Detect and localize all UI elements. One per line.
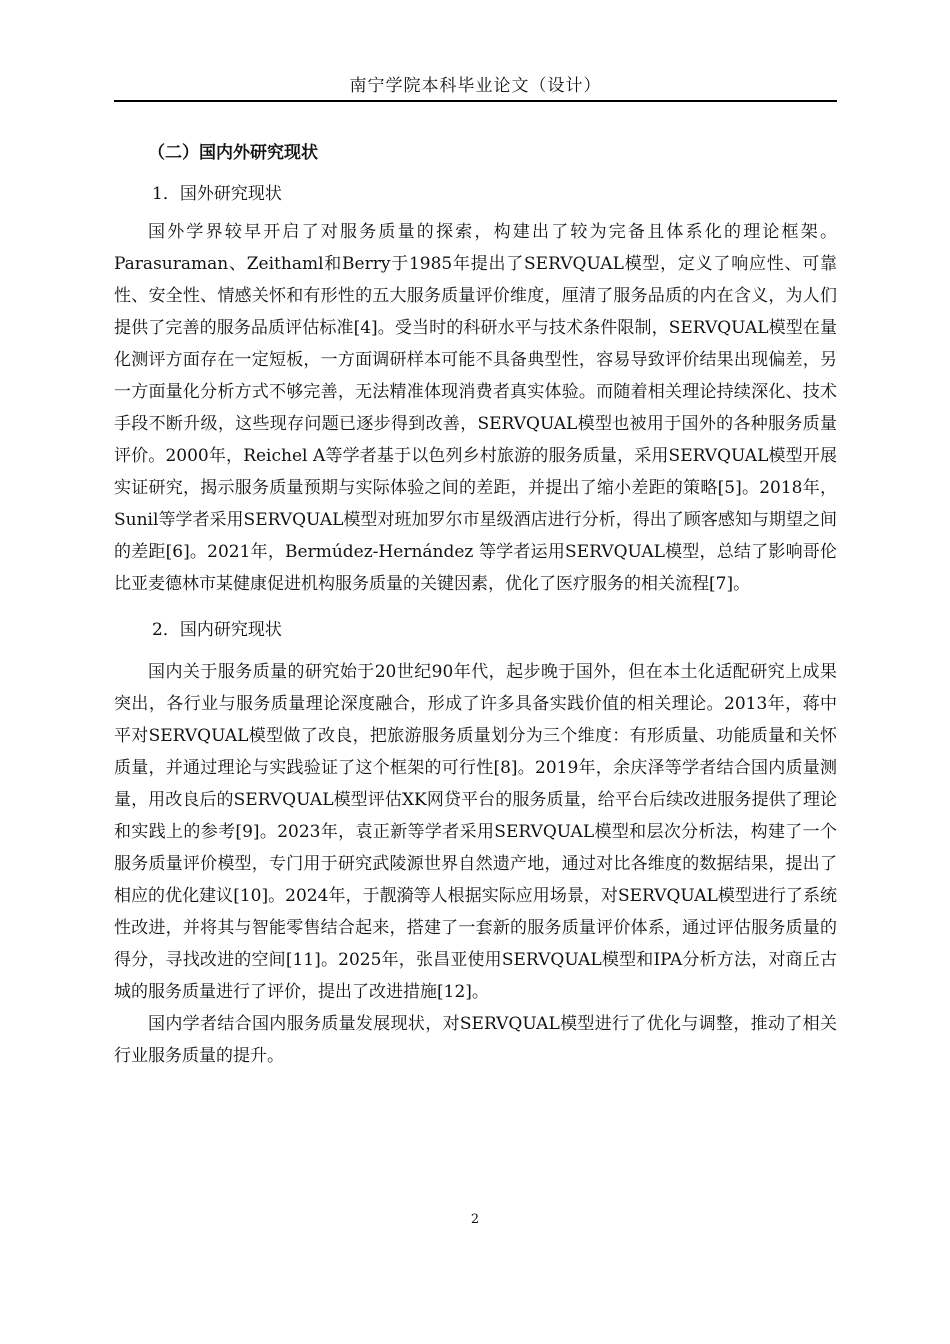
header-divider [114,100,837,102]
section-heading: （二）国内外研究现状 [148,143,318,163]
paragraph-domestic-summary: 国内学者结合国内服务质量发展现状，对SERVQUAL模型进行了优化与调整，推动了相关行业服务质量的提升。 [114,1014,837,1066]
page-number: 2 [470,1212,480,1227]
page-header-title: 南宁学院本科毕业论文（设计） [349,76,602,96]
paragraph-foreign-research: 国外学界较早开启了对服务质量的探索，构建出了较为完备且体系化的理论框架。Parasuraman、Zeithaml和Berry于1985年提出了SERVQUAL模型，定义了响应性、可靠性、安全性、情感关怀和有形性的五大服务质量评价维度，厘清了服务品质的内在含义，为人们提供了完善的服务品质评估标准[4]。受当时的科研水平与技术条件限制，SERVQUAL模型在量化测评方面存在一定短板，一方面调研样本可能不具备典型性，容易导致评价结果出现偏差，另一方面量化分析方式不够完善，无法精准体现消费者真实体验。而随着相关理论持续深化、技术手段不断升级，这些现存问题已逐步得到改善，SERVQUAL模型也被用于国外的各种服务质量评价。2000年，Reichel A等学者基于以色列乡村旅游的服务质量，采用SERVQUAL模型开展实证研究，揭示服务质量预期与实际体验之间的差距，并提出了缩小差距的策略[5]。2018年，Sunil等学者采用SERVQUAL模型对班加罗尔市星级酒店进行分析，得出了顾客感知与期望之间的差距[6]。2021年，Bermúdez-Hernández 等学者运用SERVQUAL模型，总结了影响哥伦比亚麦德林市某健康促进机构服务质量的关键因素，优化了医疗服务的相关流程[7]。 [114,222,837,594]
paragraph-domestic-research: 国内关于服务质量的研究始于20世纪90年代，起步晚于国外，但在本土化适配研究上成果突出，各行业与服务质量理论深度融合，形成了许多具备实践价值的相关理论。2013年，蒋中平对SERVQUAL模型做了改良，把旅游服务质量划分为三个维度：有形质量、功能质量和关怀质量，并通过理论与实践验证了这个框架的可行性[8]。2019年，余庆泽等学者结合国内质量测量，用改良后的SERVQUAL模型评估XK网贷平台的服务质量，给平台后续改进服务提供了理论和实践上的参考[9]。2023年，袁正新等学者采用SERVQUAL模型和层次分析法，构建了一个服务质量评价模型，专门用于研究武陵源世界自然遗产地，通过对比各维度的数据结果，提出了相应的优化建议[10]。2024年，于靓漪等人根据实际应用场景，对SERVQUAL模型进行了系统性改进，并将其与智能零售结合起来，搭建了一套新的服务质量评价体系，通过评估服务质量的得分，寻找改进的空间[11]。2025年，张昌亚使用SERVQUAL模型和IPA分析方法，对商丘古城的服务质量进行了评价，提出了改进措施[12]。 [114,662,837,1002]
subsection-heading-foreign: 1．国外研究现状 [152,184,282,204]
page-body [114,134,837,1072]
subsection-heading-domestic: 2．国内研究现状 [152,620,282,640]
